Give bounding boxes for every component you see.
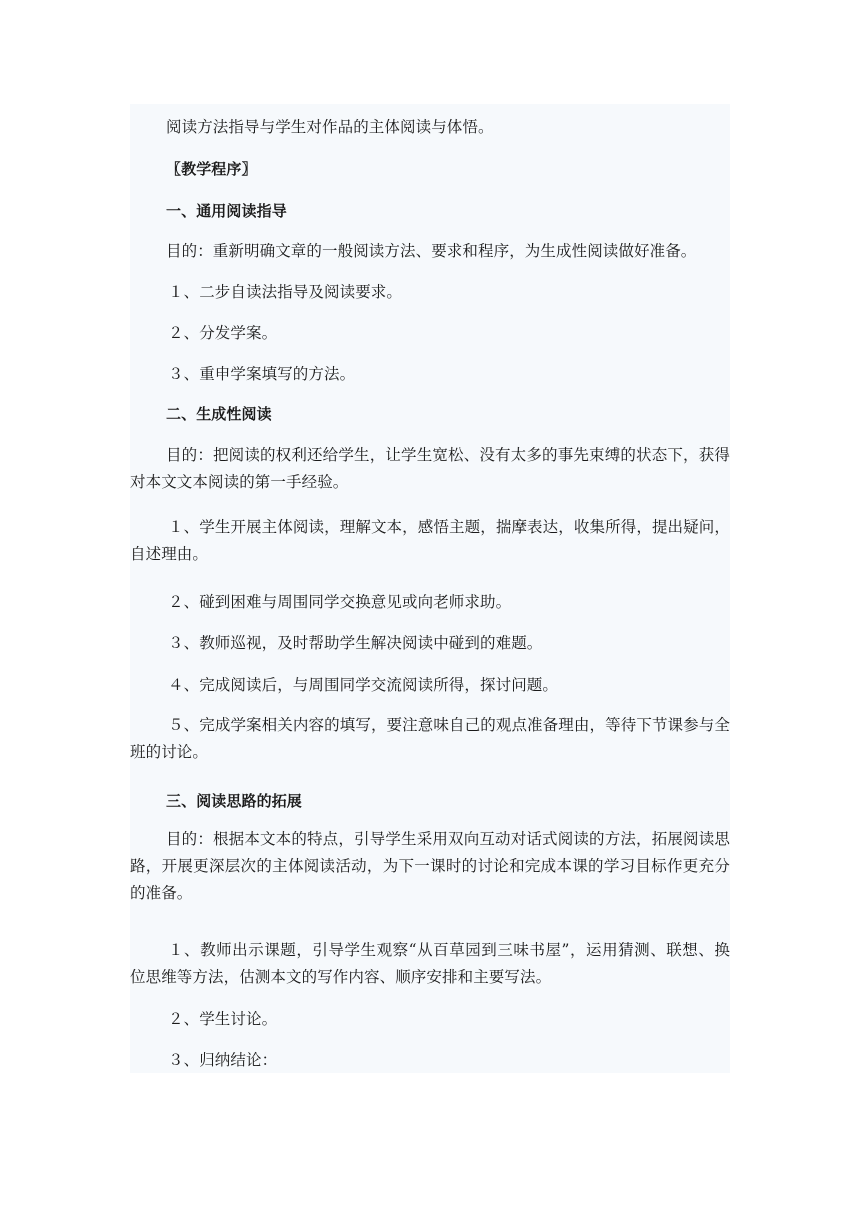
section-3-item-2: ２、学生讨论。: [168, 1010, 278, 1028]
text-block: [130, 104, 730, 1073]
section-2-item-4: ４、完成阅读后，与周围同学交流阅读所得，探讨问题。: [168, 676, 559, 694]
section-2-item-3: ３、教师巡视，及时帮助学生解决阅读中碰到的难题。: [168, 634, 543, 652]
section-1-item-2: ２、分发学案。: [168, 324, 278, 342]
section-3-heading: 三、阅读思路的拓展: [166, 792, 302, 810]
section-3-goal: 目的：根据本文本的特点，引导学生采用双向互动对话式阅读的方法，拓展阅读思路，开展更深层次的主体阅读活动，为下一课时的讨论和完成本课的学习目标作更充分的准备。: [130, 830, 730, 902]
section-2-goal: 目的：把阅读的权利还给学生，让学生宽松、没有太多的事先束缚的状态下，获得对本文文本阅读的第一手经验。: [130, 446, 730, 491]
section-1-item-1: １、二步自读法指导及阅读要求。: [168, 283, 403, 301]
section-2-item-5: ５、完成学案相关内容的填写，要注意味自己的观点准备理由，等待下节课参与全班的讨论。: [130, 716, 730, 761]
section-2-item-2: ２、碰到困难与周围同学交换意见或向老师求助。: [168, 593, 512, 611]
section-2-item-1: １、学生开展主体阅读，理解文本，感悟主题，揣摩表达，收集所得，提出疑问，自述理由。: [130, 518, 730, 563]
section-1-heading: 一、通用阅读指导: [166, 202, 287, 220]
section-3-item-3: ３、归纳结论：: [168, 1051, 278, 1069]
section-1-goal: 目的：重新明确文章的一般阅读方法、要求和程序，为生成性阅读做好准备。: [166, 242, 697, 260]
teaching-program-heading: 〖教学程序〗: [166, 160, 257, 178]
section-3-item-1: １、教师出示课题，引导学生观察“从百草园到三味书屋”，运用猜测、联想、换位思维等方法，估测本文的写作内容、顺序安排和主要写法。: [130, 941, 730, 986]
section-1-item-3: ３、重申学案填写的方法。: [168, 365, 356, 383]
intro-paragraph: 阅读方法指导与学生对作品的主体阅读与体悟。: [166, 118, 494, 136]
section-2-heading: 二、生成性阅读: [166, 405, 272, 423]
